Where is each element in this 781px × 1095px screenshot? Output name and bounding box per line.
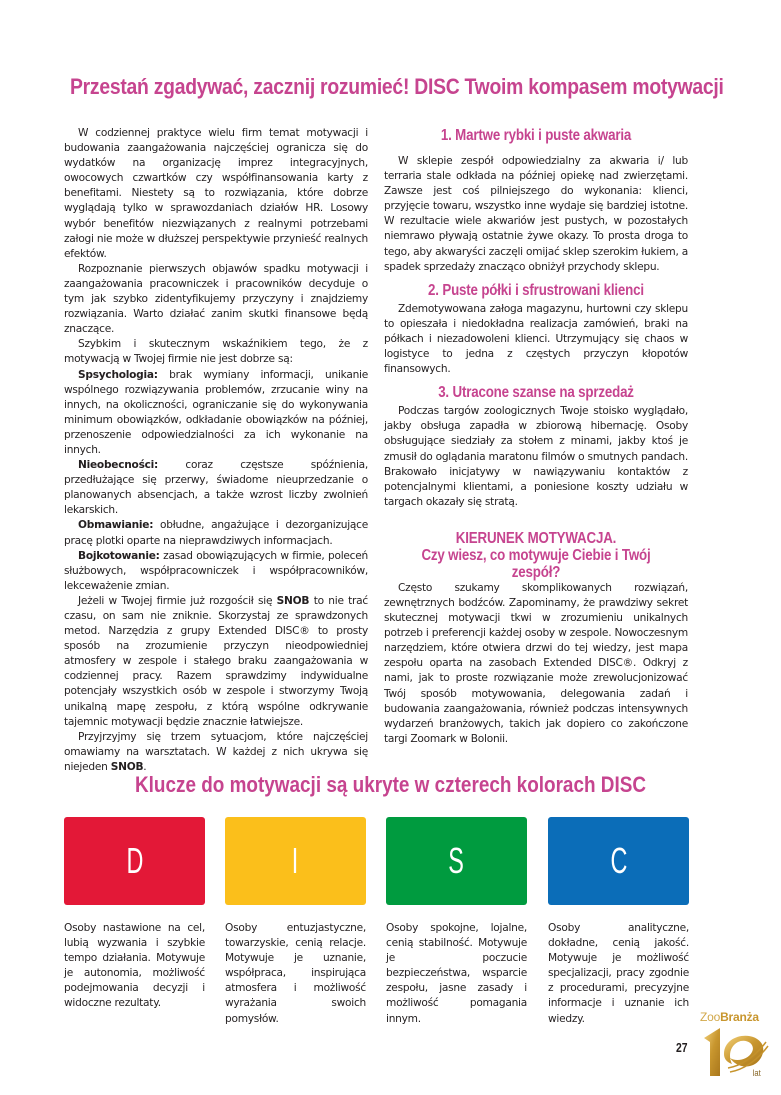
- indicator-text: coraz częstsze spóźnienia, przedłużające się przerwy, świadome nieuprzedzanie o planowanych absencjach, a także wzrost liczby zwolnień lekarskich.: [64, 459, 368, 517]
- situations-text: Przyjrzyjmy się trzem sytuacjom, które najczęściej omawiamy na warsztatach. W każdej z nich ukrywa się niejeden: [64, 730, 368, 773]
- left-column: [64, 126, 368, 775]
- section-heading-1: 1. Martwe rybki i puste akwaria: [440, 127, 632, 144]
- disc-description-i: Osoby entuzjastyczne, towarzyskie, cenią relacje. Motywuje je uznanie, współpraca, inspirująca atmosfera i możliwość wyrażania swoich pomysłów.: [225, 922, 366, 1025]
- right-column: [384, 126, 688, 747]
- intro-paragraph: W codziennej praktyce wielu firm temat motywacji i budowania zaangażowania najczęściej ogranicza się do wydatków na organizację imprez integracyjnych, owocowych czwartków czy współfinansowania karty z benefitami. Niestety są to rozwiązania, które dobrze wyglądają tylko w sprawozdaniach działów HR. Losowy wybór benefitów niezwiązanych z realnymi potrzebami załogi nie może w dłuższej perspektywie przynieść realnych efektów.: [64, 127, 368, 260]
- disc-box-d: [64, 817, 205, 905]
- snob-term: SNOB: [110, 760, 144, 773]
- disc-section-title: Klucze do motywacji są ukryte w czterech kolorach DISC: [134, 772, 647, 797]
- indicator-item: [64, 549, 368, 594]
- heading-line: KIERUNEK MOTYWACJA.: [455, 529, 617, 547]
- section-text-1: W sklepie zespół odpowiedzialny za akwaria i/ lub terraria stale odkłada na później opiekę nad zwierzętami. Zawsze jest coś pilniejszego do wykonania: klienci, przyjęcie towaru, wszystko inne wydaje się bardziej istotne. W rezultacie wiele akwariów jest pustych, w pozostałych niemrawo pływają ostatnie żywe okazy. To prosta droga to tego, aby akwaryści zaczęli omijać sklep szerokim łukiem, a spadek sprzedaży znacząco obniżył przychody sklepu.: [384, 155, 688, 273]
- logo-wordmark-zoo: Zoo: [700, 1010, 721, 1024]
- indicator-term: Bojkotowanie:: [78, 549, 160, 562]
- disc-description-s: Osoby spokojne, lojalne, cenią stabilność. Motywuje je poczucie bezpieczeństwa, wsparcie zespołu, jasne zasady i możliwość pomagania innym.: [386, 922, 527, 1025]
- indicators-intro: Szybkim i skutecznym wskaźnikiem tego, że z motywacją w Twojej firmie nie jest dobrze są:: [64, 338, 368, 366]
- snob-paragraph: [64, 594, 368, 730]
- indicator-text: zasad obowiązujących w firmie, poleceń służbowych, współpracowniczek i współpracowników, lekceważenie zmian.: [64, 549, 368, 592]
- snob-text: to nie trać czasu, on sam nie zniknie. Skorzystaj ze sprawdzonych metod. Narzędzia z grupy Extended DISC® to prosty sposób na zrozumienie przyczyn nieodpowiedniej atmosfery w zespole i stałego braku zaangażowania w codziennej pracy. Razem sprawdzimy indywidualne potencjały wszystkich osób w zespole i stworzymy Twoją unikalną mapę zespołu, z którą wspólne odkrywanie tajemnic motywacji będzie znacznie łatwiejsze.: [64, 594, 368, 728]
- disc-box-c: [548, 817, 689, 905]
- indicator-term: Obmawianie:: [78, 519, 154, 532]
- heading-line: Czy wiesz, co motywuje Ciebie i Twój zespół?: [421, 546, 651, 581]
- section-heading-4: [405, 530, 666, 581]
- section-heading-2: 2. Puste półki i sfrustrowani klienci: [428, 281, 644, 299]
- disc-letter: S: [448, 840, 465, 881]
- indicator-text: brak wymiany informacji, unikanie wspólnego rozwiązywania problemów, zrzucanie winy na innych, na okoliczności, ograniczanie się do wykonywania minimum obowiązków, odkładanie obowiązków na później, przenoszenie odpowiedzialności za ich wykonanie na innych.: [64, 368, 368, 456]
- indicator-text: obłudne, angażujące i dezorganizujące pracę plotki oparte na nieprawdziwych informacjach.: [64, 519, 368, 547]
- indicator-term: Spsychologia:: [78, 368, 158, 381]
- section-text-4: Często szukamy skomplikowanych rozwiązań, zewnętrznych bodźców. Zapominamy, że prawdziwy sekret skutecznej motywacji tkwi w zrozumieniu unikalnych potrzeb i preferencji każdej osoby w zespole. Nowoczesnym narzędziem, które otwiera drzwi do tej wiedzy, jest mapa zespołu oparta na zasobach Extended DISC®. Odkryj z nami, jak to proste rozwiązanie może zrewolucjonizować Twój sposób motywowania, delegowania zadań i budowania zaangażowania, również podczas intensywnych wydarzeń branżowych, takich jak dopiero co zakończone targi Zoomark w Bolonii.: [384, 581, 688, 745]
- indicator-item: [64, 458, 368, 518]
- indicator-term: Nieobecności:: [78, 459, 159, 472]
- situations-text: .: [143, 760, 147, 773]
- page-number: 27: [676, 1040, 688, 1055]
- disc-letter: D: [126, 840, 143, 881]
- logo-lat: lat: [752, 1068, 761, 1078]
- disc-box-s: [386, 817, 527, 905]
- symptoms-paragraph: Rozpoznanie pierwszych objawów spadku motywacji i zaangażowania pracowniczek i pracowników decyduje o tym jak szybko zidentyfikujemy przyczyny i znajdziemy rozwiązania. Warto działać zanim skutki finansowe będą znaczące.: [64, 262, 368, 336]
- logo-wordmark-branza: Branża: [720, 1010, 759, 1024]
- section-text-2: Zdemotywowana załoga magazynu, hurtowni czy sklepu to opieszała i niedokładna realizacja zamówień, braki na półkach i niezadowoleni klienci. Utrzymujący się chaos w logistyce to jedna z częstych przyczyn kłopotów finansowych.: [384, 302, 688, 376]
- disc-letter: C: [610, 840, 627, 881]
- indicator-item: [64, 518, 368, 548]
- snob-text: Jeżeli w Twojej firmie już rozgościł się: [78, 594, 277, 607]
- indicator-item: [64, 368, 368, 459]
- situations-paragraph: [64, 730, 368, 775]
- logo-wordmark: [700, 1010, 759, 1024]
- disc-description-d: Osoby nastawione na cel, lubią wyzwania i szybkie tempo działania. Motywuje je autonomia, możliwość podejmowania decyzji i widoczne rezultaty.: [64, 922, 205, 1010]
- section-heading-3: 3. Utracone szanse na sprzedaż: [438, 384, 634, 402]
- disc-letter: I: [292, 840, 299, 881]
- zoobranza-logo: [700, 1010, 772, 1080]
- page-title: Przestań zgadywać, zacznij rozumieć! DISC Twoim kompasem motywacji: [70, 74, 724, 99]
- snob-term: SNOB: [276, 594, 310, 607]
- section-text-3: Podczas targów zoologicznych Twoje stoisko wyglądało, jakby obsługa zapadła w zbiorową hibernację. Osoby obsługujące siedziały za stołem z minami, jakby ktoś je zmusił do oglądania maratonu filmów o smutnych pandach. Brakowało inicjatywy w nawiązywaniu kontaktów z potencjalnymi klientami, a poniesione koszty udziału w targach okazały się stratą.: [384, 405, 688, 508]
- disc-description-c: Osoby analityczne, dokładne, cenią jakość. Motywuje je możliwość specjalizacji, pracy zgodnie z procedurami, precyzyjne informacje i uznanie ich wiedzy.: [548, 922, 689, 1025]
- disc-box-i: [225, 817, 366, 905]
